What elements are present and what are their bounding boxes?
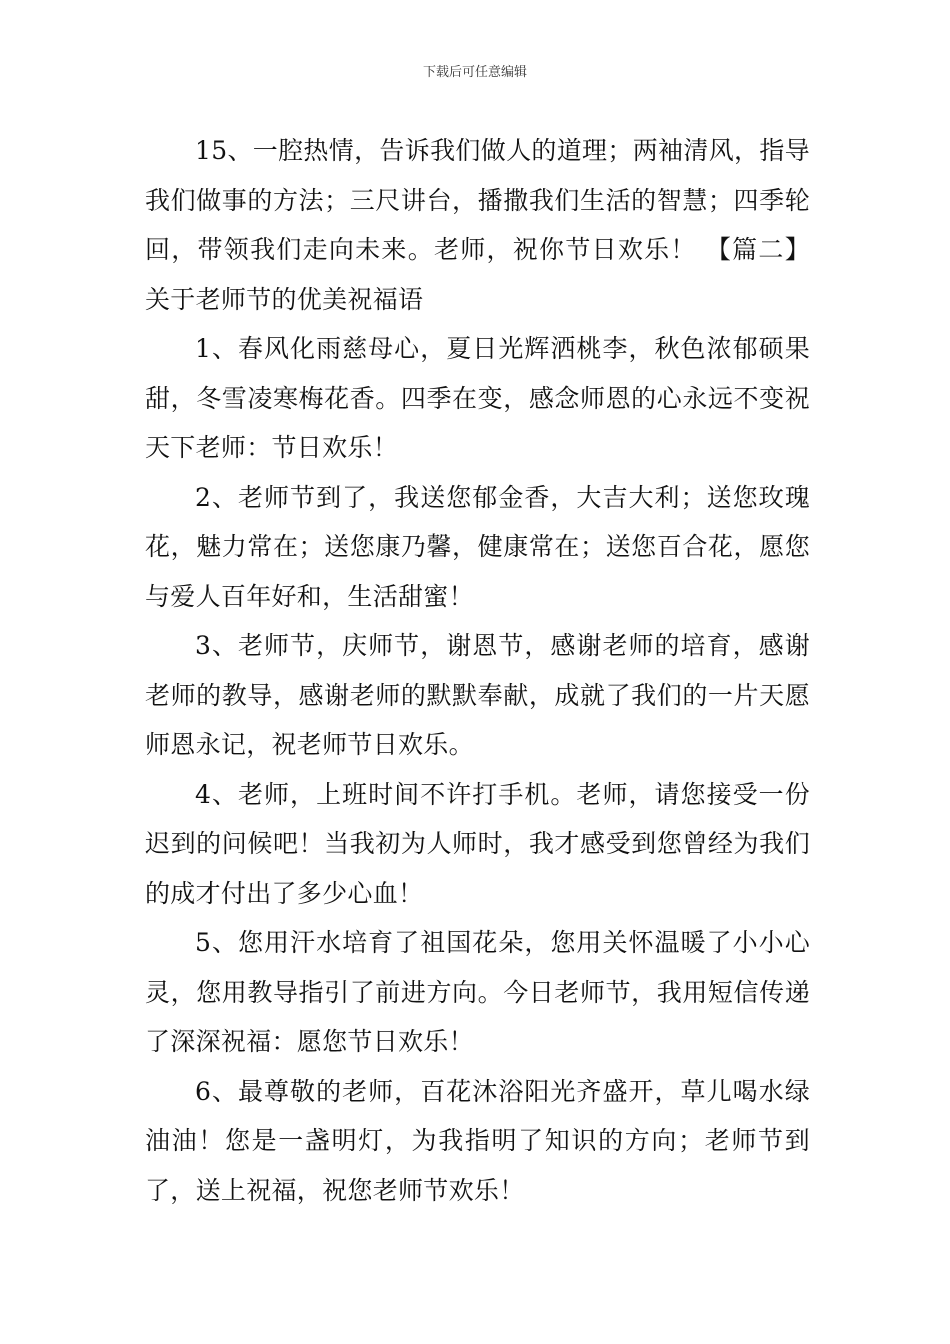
paragraph-5: 5、您用汗水培育了祖国花朵，您用关怀温暖了小小心灵，您用教导指引了前进方向。今日老师节，我用短信传递了深深祝福：愿您节日欢乐！ [145, 928, 810, 1056]
paragraph-15: 15、一腔热情，告诉我们做人的道理；两袖清风，指导我们做事的方法；三尺讲台，播撒我们生活的智慧；四季轮回，带领我们走向未来。老师，祝你节日欢乐！ 【篇二】关于老师节的优美祝福语 [145, 136, 810, 314]
paragraph-2: 2、老师节到了，我送您郁金香，大吉大利；送您玫瑰花，魅力常在；送您康乃馨，健康常在；送您百合花，愿您与爱人百年好和，生活甜蜜！ [145, 482, 810, 611]
page-header-note: 下载后可任意编辑 [422, 65, 527, 80]
paragraph-6: 6、最尊敬的老师，百花沐浴阳光齐盛开，草儿喝水绿油油！您是一盏明灯，为我指明了知识的方向；老师节到了，送上祝福，祝您老师节欢乐！ [145, 1076, 810, 1205]
paragraph-3: 3、老师节，庆师节，谢恩节，感谢老师的培育，感谢老师的教导，感谢老师的默默奉献，成就了我们的一片天愿师恩永记，祝老师节日欢乐。 [145, 631, 810, 759]
paragraph-1: 1、春风化雨慈母心，夏日光辉洒桃李，秋色浓郁硕果甜，冬雪凌寒梅花香。四季在变，感念师恩的心永远不变祝天下老师：节日欢乐！ [145, 334, 810, 462]
paragraph-4: 4、老师，上班时间不许打手机。老师，请您接受一份迟到的问候吧！当我初为人师时，我才感受到您曾经为我们的成才付出了多少心血！ [145, 779, 810, 908]
document-body [145, 126, 810, 1215]
